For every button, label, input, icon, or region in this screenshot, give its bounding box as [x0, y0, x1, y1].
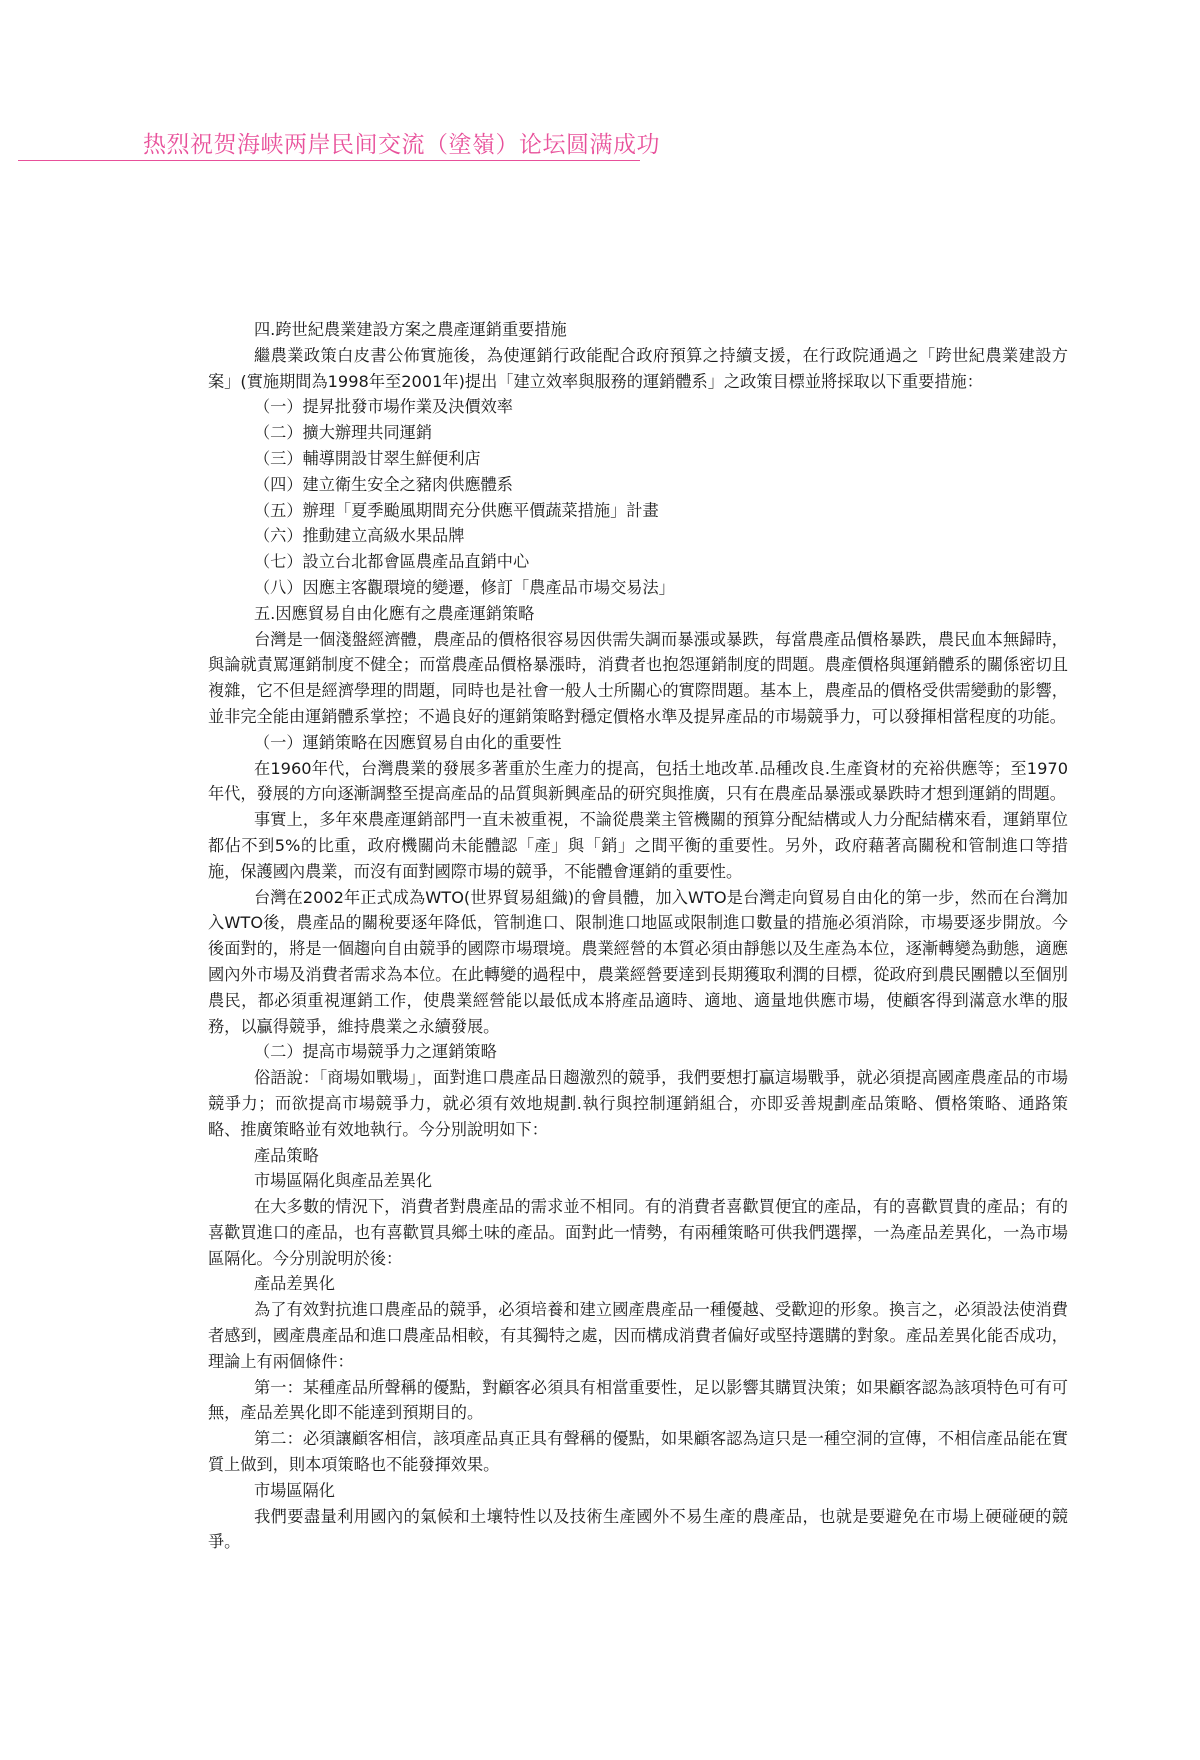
- body-paragraph: 第一：某種產品所聲稱的優點，對顧客必須具有相當重要性，足以影響其購買決策；如果顧客認為該項特色可有可無，產品差異化即不能達到預期目的。: [208, 1377, 1068, 1423]
- body-paragraph: 為了有效對抗進口農產品的競爭，必須培養和建立國產農產品一種優越、受歡迎的形象。換言之，必須設法使消費者感到，國產農產品和進口農產品相較，有其獨特之處，因而構成消費者偏好或堅持選購的對象。產品差異化能否成功，理論上有兩個條件：: [208, 1300, 1068, 1371]
- section-heading: （七）設立台北都會區農產品直銷中心: [254, 552, 530, 572]
- body-paragraph: 第二：必須讓顧客相信，該項產品真正具有聲稱的優點，如果顧客認為這只是一種空洞的宣傳，不相信產品能在實質上做到，則本項策略也不能發揮效果。: [208, 1429, 1068, 1475]
- section-heading: （四）建立衛生安全之豬肉供應體系: [254, 474, 513, 494]
- section-heading: （六）推動建立高級水果品牌: [254, 526, 465, 546]
- body-paragraph: 俗語說：「商場如戰場」，面對進口農產品日趨激烈的競爭，我們要想打贏這場戰爭，就必須提高國產農產品的市場競爭力；而欲提高市場競爭力，就必須有效地規劃.執行與控制運銷組合，亦即妥善規劃產品策略、價格策略、通路策略、推廣策略並有效地執行。今分別說明如下：: [208, 1068, 1068, 1139]
- body-paragraph: 我們要盡量利用國內的氣候和土壤特性以及技術生產國外不易生產的農產品，也就是要避免在市場上硬碰硬的競爭。: [208, 1506, 1068, 1552]
- section-heading: （一）提昇批發市場作業及決價效率: [254, 397, 513, 417]
- section-heading: （五）辦理「夏季颱風期間充分供應平價蔬菜措施」計畫: [254, 500, 659, 520]
- article-body: [208, 317, 1068, 1555]
- body-paragraph: 在大多數的情況下，消費者對農產品的需求並不相同。有的消費者喜歡買便宜的產品，有的喜歡買貴的產品；有的喜歡買進口的產品，也有喜歡買具鄉土味的產品。面對此一情勢，有兩種策略可供我們選擇，一為產品差異化，一為市場區隔化。今分別說明於後：: [208, 1197, 1068, 1268]
- section-heading: 四.跨世紀農業建設方案之農產運銷重要措施: [254, 320, 567, 339]
- header-underline: [18, 160, 640, 161]
- section-heading: 產品策略: [254, 1145, 319, 1165]
- body-paragraph: 事實上，多年來農產運銷部門一直未被重視，不論從農業主管機關的預算分配結構或人力分配結構來看，運銷單位都佔不到5%的比重，政府機關尚未能體認「產」與「銷」之間平衡的重要性。另外，政府藉著高關稅和管制進口等措施，保護國內農業，而沒有面對國際市場的競爭，不能體會運銷的重要性。: [208, 810, 1068, 881]
- body-paragraph: 台灣是一個淺盤經濟體，農產品的價格很容易因供需失調而暴漲或暴跌，每當農產品價格暴跌，農民血本無歸時，與論就責罵運銷制度不健全；而當農產品價格暴漲時，消費者也抱怨運銷制度的問題。農產價格與運銷體系的關係密切且複雜，它不但是經濟學理的問題，同時也是社會一般人士所關心的實際問題。基本上，農產品的價格受供需變動的影響，並非完全能由運銷體系掌控；不過良好的運銷策略對穩定價格水準及提昇產品的市場競爭力，可以發揮相當程度的功能。: [208, 629, 1068, 726]
- section-heading: 市場區隔化與產品差異化: [254, 1171, 433, 1191]
- section-heading: （一）運銷策略在因應貿易自由化的重要性: [254, 732, 562, 752]
- section-heading: （三）輔導開設甘翠生鮮便利店: [254, 448, 481, 468]
- body-paragraph: 台灣在2002年正式成為WTO(世界貿易組織)的會員體，加入WTO是台灣走向貿易自由化的第一步，然而在台灣加入WTO後，農產品的關稅要逐年降低，管制進口、限制進口地區或限制進口數量的措施必須消除，市場要逐步開放。今後面對的，將是一個趨向自由競爭的國際市場環境。農業經營的本質必須由靜態以及生產為本位，逐漸轉變為動態，適應國內外市場及消費者需求為本位。在此轉變的過程中，農業經營要達到長期獲取利潤的目標，從政府到農民團體以至個別農民，都必須重視運銷工作，使農業經營能以最低成本將產品適時、適地、適量地供應市場，使顧客得到滿意水準的服務，以贏得競爭，維持農業之永續發展。: [208, 887, 1068, 1036]
- section-heading: 五.因應貿易自由化應有之農產運銷策略: [254, 603, 535, 623]
- section-heading: 產品差異化: [254, 1274, 335, 1294]
- body-paragraph: 在1960年代，台灣農業的發展多著重於生產力的提高，包括土地改革.品種改良.生產資材的充裕供應等；至1970年代，發展的方向逐漸調整至提高產品的品質與新興產品的研究與推廣，只有在農產品暴漲或暴跌時才想到運銷的問題。: [208, 758, 1068, 804]
- body-paragraph: 繼農業政策白皮書公佈實施後，為使運銷行政能配合政府預算之持續支援，在行政院通過之「跨世紀農業建設方案」(實施期間為1998年至2001年)提出「建立效率與服務的運銷體系」之政策目標並將採取以下重要措施：: [208, 345, 1068, 391]
- section-heading: （八）因應主客觀環境的變遷，修訂「農產品市場交易法」: [254, 577, 675, 597]
- section-heading: 市場區隔化: [254, 1480, 335, 1500]
- section-heading: （二）提高市場競爭力之運銷策略: [254, 1042, 497, 1062]
- section-heading: （二）擴大辦理共同運銷: [254, 423, 433, 443]
- header-title: 热烈祝贺海峡两岸民间交流（塗嶺）论坛圆满成功: [143, 132, 660, 158]
